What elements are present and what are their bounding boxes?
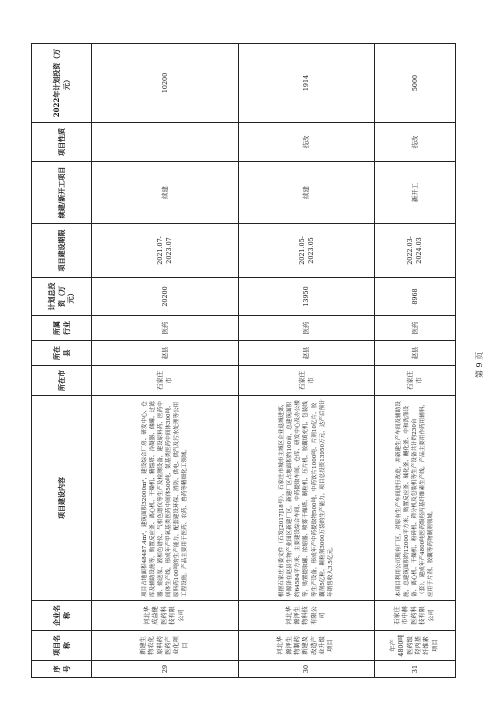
cell-seq: 30 [239, 661, 375, 678]
cell-project-name: 年产4800吨医药级羟丙基纤维素项目 [375, 631, 456, 661]
header-industry: 所属行业 [32, 316, 92, 341]
cell-industry: 医药 [375, 316, 456, 341]
cell-seq: 31 [375, 661, 456, 678]
cell-company: 河北华成益健医药科技有限公司 [92, 601, 239, 631]
table-row [239, 44, 375, 678]
cell-stage: 新开工 [375, 162, 456, 224]
cell-type: 技改 [239, 123, 375, 162]
header-content: 项目建设内容 [32, 396, 92, 601]
cell-plan-2022: 5000 [375, 44, 456, 123]
project-table [31, 43, 456, 678]
header-project-name: 项目名称 [32, 631, 92, 661]
cell-city: 石家庄市 [375, 366, 456, 396]
cell-company: 石家庄市中赫医药科技有限公司 [375, 601, 456, 631]
header-company: 企业名称 [32, 601, 92, 631]
cell-content: 根据石家庄市委文件（石发[2017]18号），石家庄市城市主城区企业退城进郊，华源泽在赵县生物产业园区新建厂区。新建厂区占地面积约100亩，总建筑面积约64584平方米，主要建设综合车间、中药提取车间、仓库、研发中心及办公楼等，购置提取罐、浓缩器、喷雾干燥塔、制粒机、压片机、胶囊填充机、包装线等生产设备，形成年产中药提取物500吨、中药饮片1000吨、片剂10亿片、胶囊剂5亿粒、颗粒剂3000万袋的生产能力。项目总投资13950万元，达产后预计年销售收入3.5亿元。 [239, 396, 375, 601]
table-row [375, 44, 456, 678]
header-type: 项目性质 [32, 123, 92, 162]
header-county: 所在县 [32, 341, 92, 366]
cell-period: 2021.07-2023.07 [92, 224, 239, 278]
header-stage: 续建/新开工项目 [32, 162, 92, 224]
header-period: 项目建设期限 [32, 224, 92, 278]
cell-plan-2022: 10200 [92, 44, 239, 123]
cell-content: 本项目利用公司现有厂区，对原有生产车间进行改造，并新建生产车间及辅助设施，总建筑面积约12000平方米，购置反应釜、碱化釜、醚化釜、中和洗涤设备、离心机、干燥机、粉碎机、筛分机及包装机等生产设备共计约230台（套），建成年产4800吨医药级羟丙基纤维素生产线。产品主要用作药用辅料，应用于片剂、胶囊等药物制剂领域。 [375, 396, 456, 601]
cell-county: 赵县 [239, 341, 375, 366]
table-header-row [32, 44, 92, 678]
cell-city: 石家庄市 [92, 366, 239, 396]
cell-industry: 医药 [92, 316, 239, 341]
cell-project-name: 河北华源泽生物制药新建及改造产业升级项目 [239, 631, 375, 661]
cell-stage: 续建 [92, 162, 239, 224]
cell-type [92, 123, 239, 162]
cell-investment: 8968 [375, 278, 456, 316]
cell-industry: 医药 [239, 316, 375, 341]
cell-county: 赵县 [375, 341, 456, 366]
cell-city: 石家庄市 [239, 366, 375, 396]
cell-stage: 续建 [239, 162, 375, 224]
cell-content: 项目占地面积48487.4m²，建筑面积32000m²，建设综合厂房、研发中心、仓库及辅助设施等，购置反应釜、离心机、干燥机、精馏塔、冷凝器、储罐、过滤器、输送泵、液相色谱仪、气相色谱仪等生产及检测设备，建设原料药、医药中间体生产线，形成年产甲氧基类医药中间体500吨、氨基类医药中间体300吨、原料药100吨的生产能力，配套建设环保、消防、供电、供汽及污水处理等公用工程设施。产品主要用于医药、农药、兽药等精细化工领域。 [92, 396, 239, 601]
header-investment: 计划总投资（万元） [32, 278, 92, 316]
cell-investment: 13950 [239, 278, 375, 316]
cell-investment: 20200 [92, 278, 239, 316]
header-city: 所在市 [32, 366, 92, 396]
cell-seq: 29 [92, 661, 239, 678]
cell-plan-2022: 1914 [239, 44, 375, 123]
cell-period: 2021.05-2023.05 [239, 224, 375, 278]
cell-type: 技改 [375, 123, 456, 162]
page-number: 第 9 页 [475, 351, 484, 378]
cell-company: 河北华源泽生物科技有限公司 [239, 601, 375, 631]
cell-project-name: 新建生物农化原料药医药产业化项目 [92, 631, 239, 661]
cell-period: 2022.03-2024.03 [375, 224, 456, 278]
header-seq: 序号 [32, 661, 92, 678]
table-row [92, 44, 239, 678]
cell-county: 赵县 [92, 341, 239, 366]
header-plan-2022: 2022年计划投资（万元） [32, 44, 92, 123]
